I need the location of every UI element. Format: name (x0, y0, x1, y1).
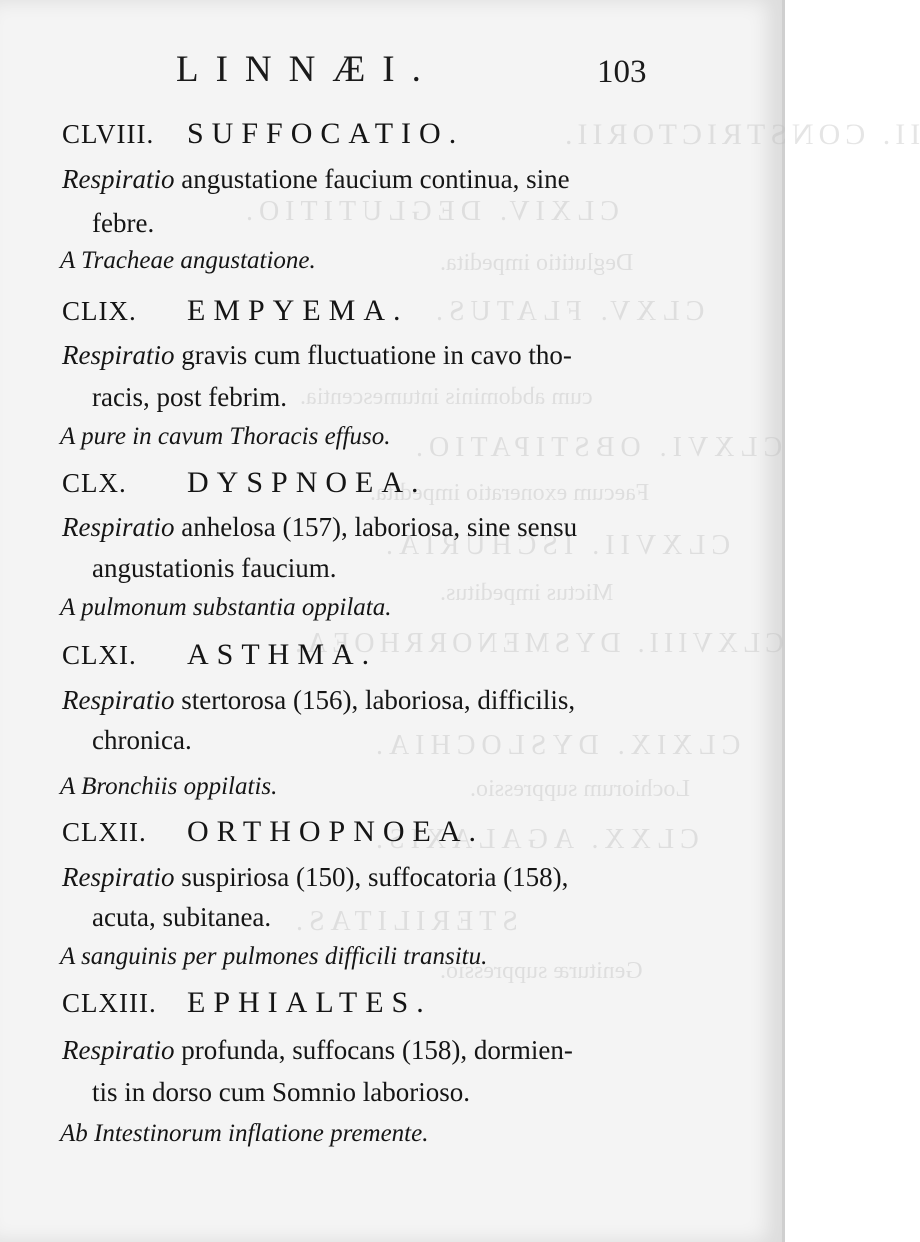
definition-text: gravis cum fluctuatione in cavo tho- (181, 340, 572, 370)
entry-number: CLXI. (62, 640, 137, 670)
entry-name: ORTHOPNOEA. (187, 815, 485, 848)
entry-definition (62, 512, 577, 543)
running-title: LINNÆI. (176, 49, 438, 90)
entry-heading (62, 986, 432, 1020)
definition-text: angustatione faucium continua, sine (181, 164, 570, 194)
bleed-line: cum abdominis intumescentia. (300, 384, 593, 410)
definition-term: Respiratio (62, 340, 175, 370)
definition-continuation: febre. (92, 208, 155, 238)
entry-heading (62, 815, 484, 849)
definition-term: Respiratio (62, 1035, 175, 1065)
definition-continuation: racis, post febrim. (92, 382, 287, 412)
entry-name: EPHIALTES. (187, 986, 432, 1019)
bleed-line: Mictus impeditus. (440, 580, 614, 606)
entry-heading (62, 294, 409, 328)
entry-number: CLXII. (62, 817, 147, 847)
definition-term: Respiratio (62, 164, 175, 194)
entry-cause: A Bronchiis oppilatis. (60, 773, 278, 800)
definition-continuation: tis in dorso cum Somnio laborioso. (92, 1077, 470, 1107)
page-number: 103 (597, 54, 647, 90)
definition-text: anhelosa (157), laboriosa, sine sensu (181, 512, 578, 542)
definition-continuation: angustationis faucium. (92, 553, 337, 583)
entry-number: CLIX. (62, 296, 137, 326)
entry-name: ASTHMA. (187, 638, 378, 671)
entry-definition (62, 862, 568, 893)
entry-number: CLX. (62, 468, 127, 498)
bleed-line: CLXVII. ISCHURIA. (380, 530, 731, 561)
bleed-line: II. CONSTRICTORII. (560, 118, 920, 151)
definition-term: Respiratio (62, 685, 175, 715)
entry-number: CLXIII. (62, 988, 157, 1018)
bleed-line: CLXIX. DYSLOCHIA. (370, 730, 741, 761)
entry-heading (62, 117, 464, 151)
bleed-line: Faecum exoneratio impedita. (370, 480, 650, 506)
definition-text: profunda, suffocans (158), dormien- (181, 1035, 573, 1065)
entry-name: EMPYEMA. (187, 294, 409, 327)
entry-cause: Ab Intestinorum inflatione premente. (60, 1120, 429, 1147)
definition-text: stertorosa (156), laboriosa, difficilis, (181, 685, 576, 715)
entry-definition (62, 164, 570, 195)
entry-cause: A pure in cavum Thoracis effuso. (60, 423, 391, 450)
entry-definition (62, 1035, 573, 1066)
bleed-line: Genituræ suppressio. (440, 958, 643, 984)
definition-continuation: acuta, subitanea. (92, 902, 272, 932)
entry-cause: A pulmonum substantia oppilata. (60, 594, 392, 621)
page-header (0, 48, 782, 100)
entry-cause: A Tracheae angustatione. (60, 247, 316, 274)
bleed-line: CLXV. FLATUS. (430, 296, 705, 327)
definition-term: Respiratio (62, 512, 175, 542)
bleed-line: CLXX. AGALAXIS. (370, 824, 699, 855)
entry-cause: A sanguinis per pulmones difficili transitu. (60, 943, 488, 970)
entry-heading (62, 466, 427, 500)
bleed-line: Deglutitio impedita. (440, 250, 634, 276)
definition-text: suspiriosa (150), suffocatoria (158), (181, 862, 569, 892)
bleed-line: STERILITAS. (290, 906, 518, 937)
definition-continuation: chronica. (92, 725, 192, 755)
bleed-line: CLXVIII. DYSMENORRHOEA. (290, 628, 784, 659)
bleed-line: CLXVI. OBSTIPATIO. (410, 432, 783, 463)
entry-name: DYSPNOEA. (187, 466, 427, 499)
entry-definition (62, 340, 572, 371)
bleed-line: CLXIV. DEGLUTITIO. (240, 196, 619, 227)
definition-term: Respiratio (62, 862, 175, 892)
entry-definition (62, 685, 575, 716)
entry-heading (62, 638, 377, 672)
entry-name: SUFFOCATIO. (187, 117, 465, 150)
bleed-line: Lochiorum suppressio. (470, 776, 690, 802)
entry-number: CLVIII. (62, 119, 155, 149)
